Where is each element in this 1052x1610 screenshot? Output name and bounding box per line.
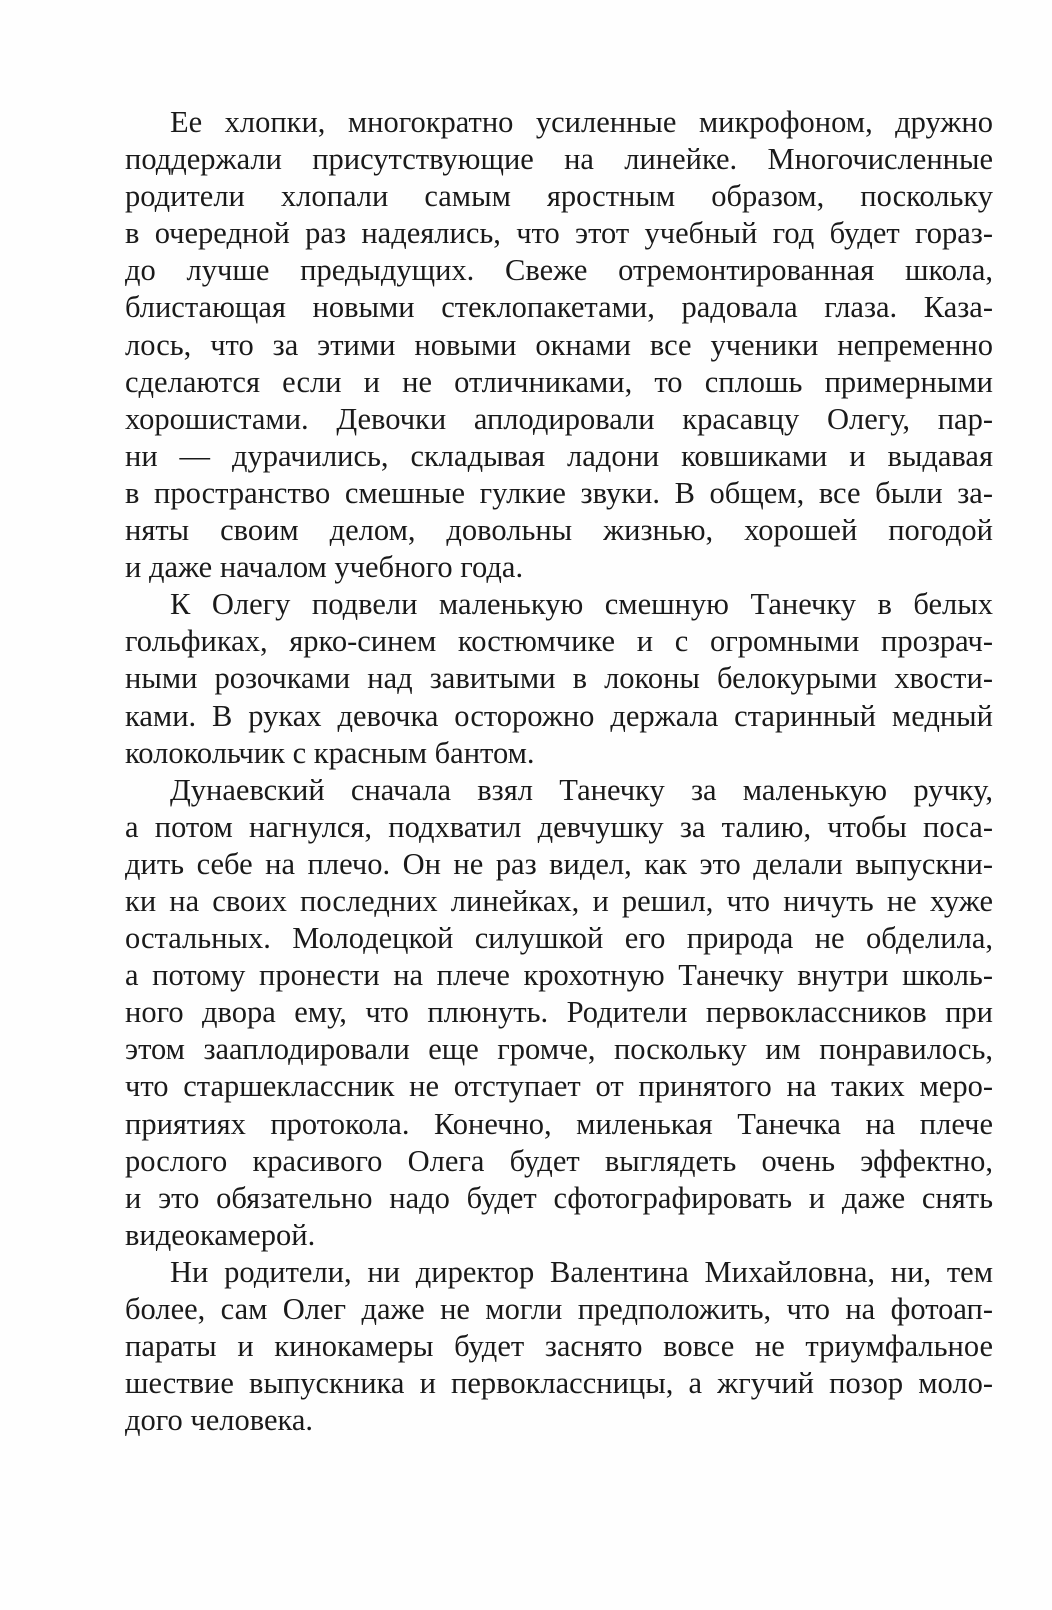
text-line: рослого красивого Олега будет выглядеть очень эффектно, [125,1143,993,1178]
text-line: приятиях протокола. Конечно, миленькая Танечка на плече [125,1106,993,1141]
text-line: ными розочками над завитыми в локоны белокурыми хвости- [125,661,993,696]
text-line: до лучше предыдущих. Свеже отремонтированная школа, [125,253,993,288]
text-line: сделаются если и не отличниками, то сплошь примерными [125,364,993,399]
text-line: а потому пронести на плече крохотную Танечку внутри школь- [125,958,993,993]
text-line: и даже началом учебного года. [125,550,524,585]
text-line: гольфиках, ярко-синем костюмчике и с огромными прозрач- [125,624,993,659]
text-line: этом зааплодировали еще громче, поскольку им понравилось, [125,1032,993,1067]
text-line: колокольчик с красным бантом. [125,735,535,770]
text-line: родители хлопали самым яростным образом, поскольку [125,179,993,214]
text-line: Ни родители, ни директор Валентина Михайловна, ни, тем [170,1254,993,1289]
text-line: видеокамерой. [125,1217,316,1252]
text-line: и это обязательно надо будет сфотографировать и даже снять [125,1180,993,1215]
paragraph-3 [125,772,993,1254]
paragraph-2 [125,586,993,771]
text-line: хорошистами. Девочки аплодировали красавцу Олегу, пар- [125,401,993,436]
text-line: поддержали присутствующие на линейке. Многочисленные [125,142,993,177]
text-line: ного двора ему, что плюнуть. Родители первоклассников при [125,995,993,1030]
text-line: остальных. Молодецкой силушкой его природа не обделила, [125,921,993,956]
text-line: ками. В руках девочка осторожно держала старинный медный [125,698,993,733]
text-line: дить себе на плечо. Он не раз видел, как это делали выпускни- [125,846,993,881]
paragraph-4 [125,1254,993,1439]
paragraph-1 [125,104,993,586]
text-line: дого человека. [125,1403,314,1438]
text-line: в пространство смешные гулкие звуки. В общем, все были за- [125,475,993,510]
text-line: лось, что за этими новыми окнами все ученики непременно [125,327,993,362]
text-line: блистающая новыми стеклопакетами, радовала глаза. Каза- [125,290,993,325]
text-line: шествие выпускника и первоклассницы, а жгучий позор моло- [125,1366,993,1401]
text-line: Дунаевский сначала взял Танечку за маленькую ручку, [170,772,993,807]
text-line: более, сам Олег даже не могли предположить, что на фотоап- [125,1292,993,1326]
text-line: в очередной раз надеялись, что этот учебный год будет горaз- [125,216,993,251]
text-line: ки на своих последних линейках, и решил, что ничуть не хуже [125,883,993,918]
text-line: а потом нагнулся, подхватил девчушку за талию, чтобы поса- [125,809,993,844]
text-line: что старшеклассник не отступает от принятого на таких меро- [125,1069,993,1104]
text-line: Ее хлопки, многократно усиленные микрофоном, дружно [170,105,993,139]
text-line: няты своим делом, довольны жизнью, хорошей погодой [125,513,993,548]
text-line: ни — дурачились, складывая ладони ковшиками и выдавая [125,438,993,473]
text-line: параты и кинокамеры будет заснято вовсе не триумфальное [125,1329,993,1364]
text-line: К Олегу подвели маленькую смешную Танечку в белых [170,587,993,622]
page-text [125,104,993,1439]
